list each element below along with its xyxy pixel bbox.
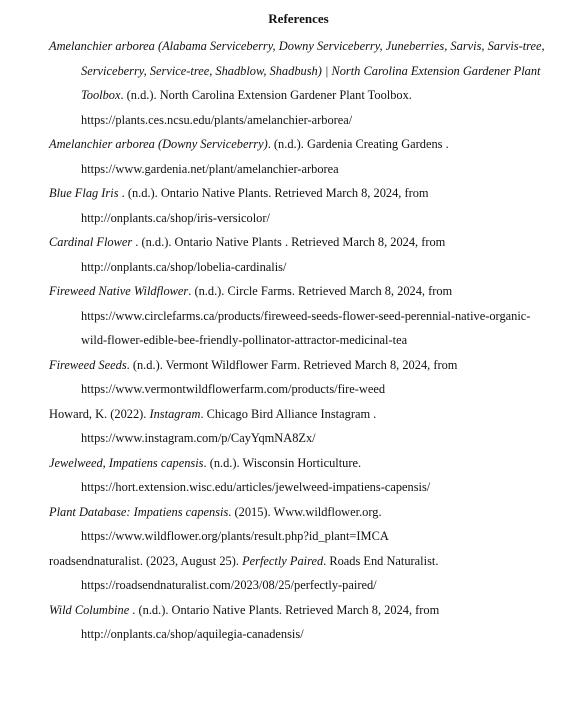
reference-entry xyxy=(49,402,548,451)
reference-details: . (2015). Www.wildflower.org. https://www.wildflower.org/plants/result.php?id_plant=IMCA xyxy=(81,504,389,543)
reference-title: Perfectly Paired xyxy=(242,553,324,568)
reference-title: Plant Database: Impatiens capensis xyxy=(49,504,229,519)
reference-entry xyxy=(49,451,548,500)
reference-details: . Roads End Naturalist. https://roadsendnaturalist.com/2023/08/25/perfectly-paired/ xyxy=(81,553,439,592)
reference-prefix: Howard, K. (2022). xyxy=(49,406,150,421)
reference-title: Fireweed Native Wildflower xyxy=(49,284,189,298)
reference-entry xyxy=(49,598,548,647)
reference-entry xyxy=(49,353,548,402)
reference-title: Cardinal Flower xyxy=(49,235,133,249)
reference-prefix: roadsendnaturalist. (2023, August 25). xyxy=(49,553,243,568)
reference-title: Amelanchier arborea (Downy Serviceberry) xyxy=(49,137,268,151)
reference-title: Jewelweed, Impatiens capensis xyxy=(49,455,204,470)
reference-details: . (n.d.). Circle Farms. Retrieved March 8, 2024, from https://www.circlefarms.ca/products/fireweed-seeds-flower-seed-perennial-native-organic-wild-flower-edible-bee-friendly-pollinator-attractor-medicinal-tea xyxy=(81,284,531,347)
reference-details: . (n.d.). Ontario Native Plants . Retrieved March 8, 2024, from http://onplants.ca/shop/lobelia-cardinalis/ xyxy=(81,235,446,274)
reference-title: Instagram xyxy=(149,406,201,421)
reference-details: . (n.d.). North Carolina Extension Gardener Plant Toolbox. https://plants.ces.ncsu.edu/plants/amelanchier-arborea/ xyxy=(81,88,412,127)
reference-title: Fireweed Seeds xyxy=(49,357,127,372)
page-heading: References xyxy=(268,11,329,26)
reference-entry xyxy=(49,34,548,132)
reference-entry xyxy=(49,230,548,279)
reference-title: Amelanchier arborea (Alabama Serviceberry, Downy Serviceberry, Juneberries, Sarvis, Sarvis-tree, Serviceberry, Service-tree, Shadblow, Shadbush) | North Carolina Extension Gardener Plant Toolbox xyxy=(49,39,545,102)
reference-entry xyxy=(49,279,548,353)
reference-details: . (n.d.). Ontario Native Plants. Retrieved March 8, 2024, from http://onplants.ca/shop/aquilegia-canadensis/ xyxy=(81,602,440,641)
reference-details: . (n.d.). Ontario Native Plants. Retrieved March 8, 2024, from http://onplants.ca/shop/iris-versicolor/ xyxy=(81,186,429,225)
reference-entry xyxy=(49,132,548,181)
reference-details: . Chicago Bird Alliance Instagram . https://www.instagram.com/p/CayYqmNA8Zx/ xyxy=(81,406,377,445)
reference-title: Blue Flag Iris xyxy=(49,186,119,200)
reference-title: Wild Columbine xyxy=(49,602,130,617)
reference-entry xyxy=(49,500,548,549)
reference-details: . (n.d.). Wisconsin Horticulture. https://hort.extension.wisc.edu/articles/jewelweed-impatiens-capensis/ xyxy=(81,455,431,494)
reference-entry xyxy=(49,549,548,598)
reference-details: . (n.d.). Vermont Wildflower Farm. Retrieved March 8, 2024, from https://www.vermontwildflowerfarm.com/products/fire-weed xyxy=(81,357,458,396)
reference-details: . (n.d.). Gardenia Creating Gardens . https://www.gardenia.net/plant/amelanchier-arborea xyxy=(81,137,449,176)
reference-entry xyxy=(49,181,548,230)
reference-list xyxy=(49,34,548,647)
